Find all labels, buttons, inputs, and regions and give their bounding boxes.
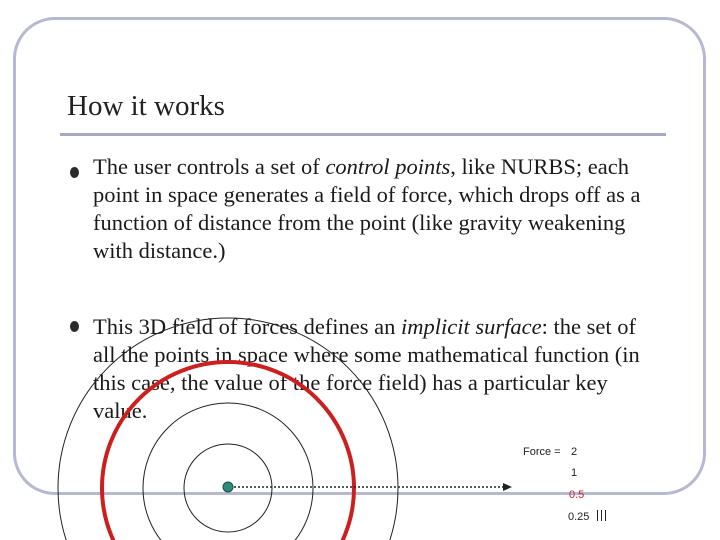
bullet-1-text-a: The user controls a set of [93, 154, 326, 179]
slide-title: How it works [67, 90, 225, 122]
bullet-1-emphasis: control points [325, 154, 451, 179]
distance-axis-arrowhead [503, 483, 512, 491]
contour-ring-3 [102, 362, 354, 540]
contour-value-0-25: 0.25 [568, 511, 590, 523]
force-label: Force = [523, 446, 561, 458]
contour-ring-2 [143, 403, 313, 540]
contour-ring-4 [58, 318, 398, 540]
bullet-1-text-b: , like NURBS; each point in space generates a field of force, which drops off as a function of distance from the point (like gravity weakening with distance.) [93, 154, 641, 263]
control-point [223, 482, 233, 492]
contour-value-2: 2 [571, 446, 578, 458]
contour-value-1: 1 [571, 467, 578, 479]
contour-value-0-5: 0.5 [569, 489, 585, 501]
scale-tick-marks [596, 508, 608, 522]
bullet-2-text-b: : the set of all the points in space where some mathematical function (in this case, the value of the force field) has a particular key value. [93, 314, 640, 423]
bullet-2-text-a: This 3D field of forces defines an [93, 314, 402, 339]
bullet-2-emphasis: implicit surface [401, 314, 542, 339]
